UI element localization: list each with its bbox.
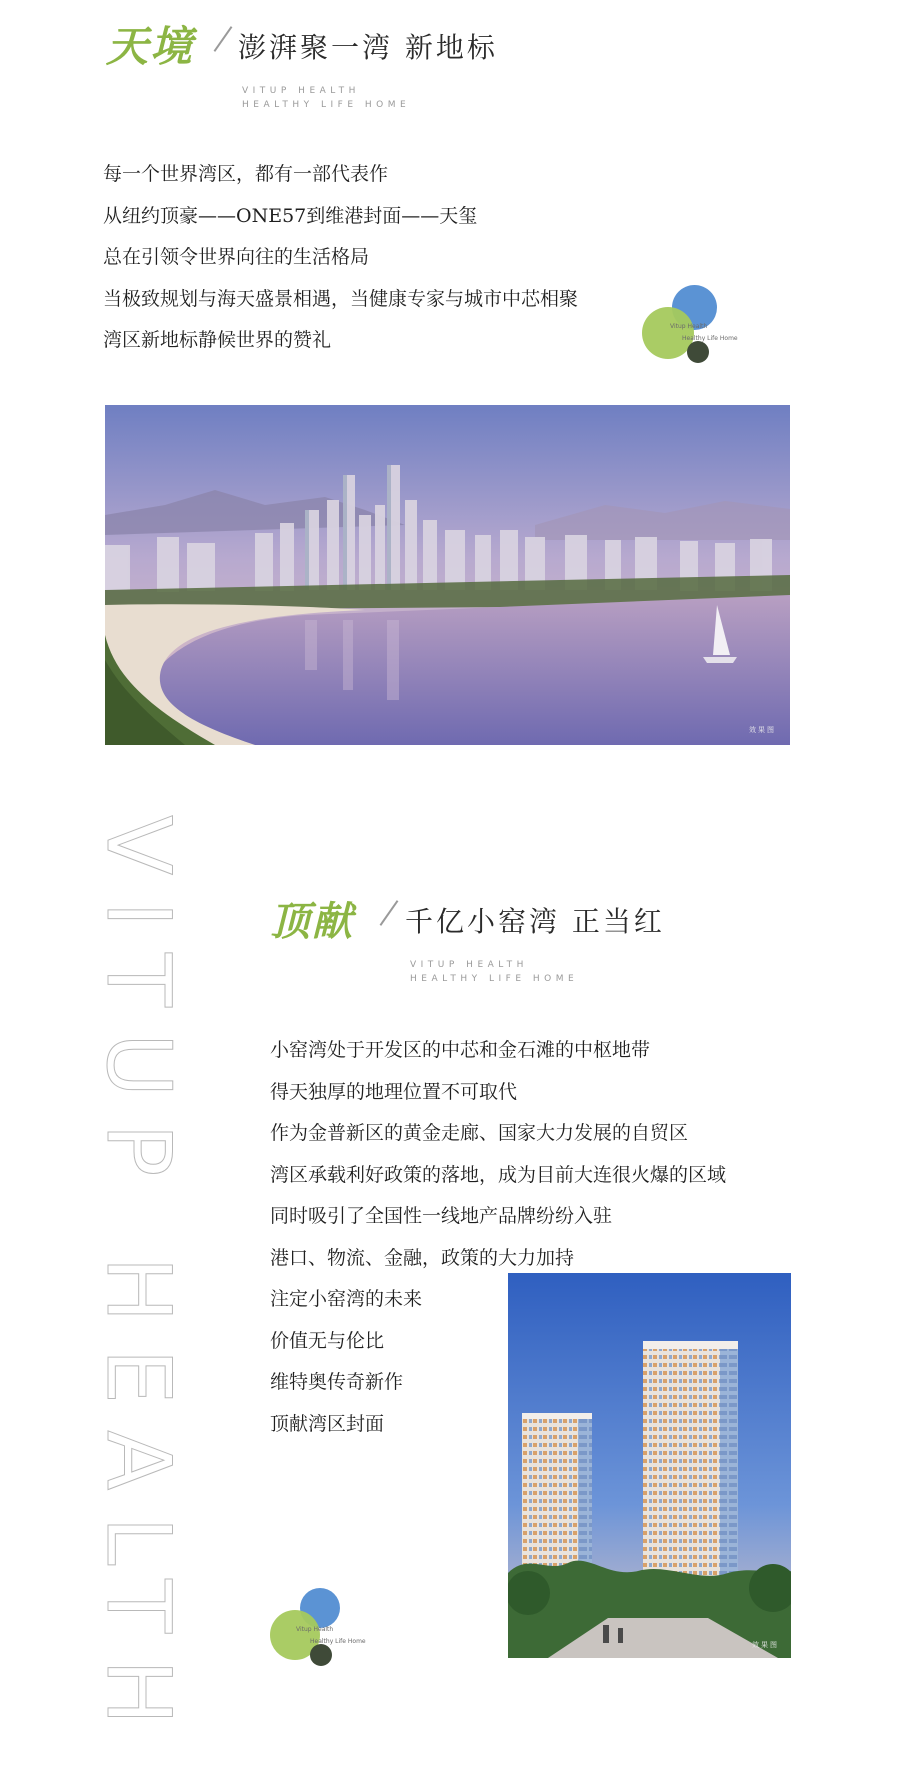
paragraph-line: 港口、物流、金融，政策的大力加持: [270, 1246, 575, 1269]
paragraph-line: 同时吸引了全国性一线地产品牌纷纷入驻: [270, 1205, 613, 1227]
section1-subtitle-2: HEALTHY LIFE HOME: [242, 100, 411, 110]
section2-subtitle-2: HEALTHY LIFE HOME: [410, 974, 579, 984]
tower-rendering-image: [508, 1273, 791, 1658]
paragraph-line: 得天独厚的地理位置不可取代: [270, 1080, 518, 1103]
dark-circle: [310, 1644, 332, 1666]
image-caption: 效果图: [752, 1641, 779, 1649]
brush-title-dingxian: 顶献: [270, 898, 354, 945]
deco-text-2: Healthy Life Home: [682, 335, 738, 342]
deco-text-1: Vitup Health: [296, 1626, 334, 1633]
section2-subtitle-1: VITUP HEALTH: [410, 960, 528, 970]
dark-circle: [687, 341, 709, 363]
paragraph-line: 湾区新地标静候世界的赞礼: [103, 329, 332, 351]
bay-rendering-image: [105, 405, 790, 745]
decorative-circles: [270, 1588, 380, 1678]
deco-text-1: Vitup Health: [670, 323, 708, 330]
paragraph-line: 作为金普新区的黄金走廊、国家大力发展的自贸区: [270, 1122, 689, 1144]
title-divider: [380, 900, 399, 926]
paragraph-line: 维特奥传奇新作: [270, 1371, 404, 1393]
paragraph-line: 从纽约顶豪——ONE57到维港封面——天玺: [103, 204, 478, 227]
paragraph-line: 价值无与伦比: [270, 1329, 385, 1352]
brush-title-tianjing: 天境: [106, 22, 195, 71]
tower-illustration: [508, 1273, 791, 1658]
paragraph-line: 总在引领令世界向往的生活格局: [103, 246, 370, 268]
image-caption: 效果图: [749, 726, 776, 734]
vertical-watermark: VITUP HEALTH: [87, 815, 190, 1752]
section2-headline: 千亿小窑湾 正当红: [405, 905, 665, 938]
paragraph-line: 顶献湾区封面: [270, 1412, 385, 1435]
section1-subtitle-1: VITUP HEALTH: [242, 86, 360, 96]
section1-paragraph: [103, 154, 578, 362]
title-divider: [214, 26, 233, 52]
deco-text-2: Healthy Life Home: [310, 1638, 366, 1645]
decorative-circles: [642, 285, 752, 375]
paragraph-line: 每一个世界湾区，都有一部代表作: [103, 163, 389, 185]
section1-headline: 澎湃聚一湾 新地标: [238, 31, 498, 64]
paragraph-line: 注定小窑湾的未来: [270, 1288, 423, 1310]
bay-illustration: [105, 405, 790, 745]
paragraph-line: 当极致规划与海天盛景相遇，当健康专家与城市中芯相聚: [103, 287, 579, 310]
paragraph-line: 湾区承载利好政策的落地，成为目前大连很火爆的区域: [270, 1163, 727, 1186]
paragraph-line: 小窑湾处于开发区的中芯和金石滩的中枢地带: [270, 1039, 651, 1061]
